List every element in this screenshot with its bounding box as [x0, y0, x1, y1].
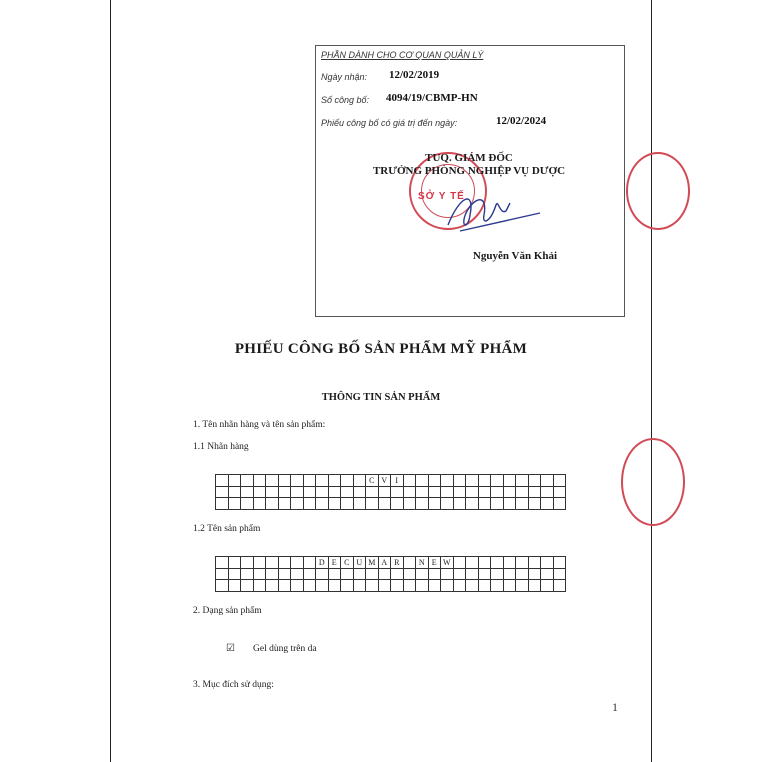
grid-cell: R: [391, 557, 404, 569]
grid-cell: [391, 580, 404, 592]
grid-row: [216, 580, 566, 592]
grid-cell: [466, 498, 479, 510]
grid-cell: E: [428, 557, 441, 569]
grid-cell: C: [341, 557, 354, 569]
grid-cell: [328, 486, 341, 498]
grid-cell: [428, 568, 441, 580]
grid-cell: [228, 498, 241, 510]
grid-cell: [303, 475, 316, 487]
grid-cell: [528, 475, 541, 487]
product-form-label: Gel dùng trên da: [253, 644, 317, 654]
grid-cell: [228, 486, 241, 498]
grid-cell: [553, 486, 566, 498]
grid-cell: [216, 580, 229, 592]
grid-cell: [228, 475, 241, 487]
grid-cell: [416, 568, 429, 580]
document-title: PHIẾU CÔNG BỐ SẢN PHẨM MỸ PHẨM: [234, 341, 528, 357]
grid-cell: [278, 475, 291, 487]
grid-cell: [491, 557, 504, 569]
grid-cell: [266, 557, 279, 569]
grid-cell: [478, 475, 491, 487]
grid-cell: [316, 568, 329, 580]
grid-cell: [366, 498, 379, 510]
grid-cell: [528, 498, 541, 510]
signature-icon: [440, 185, 550, 245]
grid-row: [216, 557, 566, 569]
grid-cell: [291, 498, 304, 510]
grid-cell: [453, 498, 466, 510]
grid-row: [216, 486, 566, 498]
grid-cell: [341, 498, 354, 510]
grid-cell: [216, 475, 229, 487]
grid-cell: [403, 498, 416, 510]
grid-cell: [253, 568, 266, 580]
item-1-1-heading: 1.1 Nhãn hàng: [193, 442, 249, 452]
grid-cell: [516, 580, 529, 592]
grid-cell: [528, 557, 541, 569]
grid-cell: [241, 498, 254, 510]
grid-cell: [241, 557, 254, 569]
grid-cell: [378, 498, 391, 510]
grid-cell: [266, 568, 279, 580]
grid-cell: [478, 486, 491, 498]
grid-cell: [366, 580, 379, 592]
grid-cell: [316, 486, 329, 498]
grid-cell: [453, 475, 466, 487]
grid-cell: [503, 486, 516, 498]
grid-cell: [541, 568, 554, 580]
grid-cell: [428, 498, 441, 510]
seal-text: SỞ Y TẾ: [418, 191, 465, 202]
publication-number-label: Số công bố:: [321, 95, 370, 105]
grid-cell: [378, 486, 391, 498]
grid-cell: [553, 580, 566, 592]
grid-cell: [253, 475, 266, 487]
grid-cell: [491, 498, 504, 510]
grid-cell: [341, 580, 354, 592]
grid-cell: [403, 580, 416, 592]
grid-cell: [553, 475, 566, 487]
grid-cell: [391, 498, 404, 510]
grid-cell: [516, 568, 529, 580]
grid-cell: [516, 486, 529, 498]
grid-cell: [441, 568, 454, 580]
grid-cell: [328, 498, 341, 510]
grid-cell: [478, 557, 491, 569]
grid-cell: [391, 568, 404, 580]
grid-cell: [253, 486, 266, 498]
grid-cell: [266, 498, 279, 510]
product-name-grid: [215, 556, 566, 592]
grid-cell: [241, 475, 254, 487]
grid-cell: W: [441, 557, 454, 569]
grid-cell: [278, 580, 291, 592]
grid-cell: [216, 486, 229, 498]
grid-cell: [416, 580, 429, 592]
grid-cell: [416, 498, 429, 510]
grid-cell: [253, 557, 266, 569]
grid-cell: [503, 475, 516, 487]
grid-cell: [466, 486, 479, 498]
grid-cell: [216, 498, 229, 510]
grid-cell: [553, 557, 566, 569]
grid-cell: [503, 568, 516, 580]
grid-cell: [253, 580, 266, 592]
grid-cell: [516, 498, 529, 510]
grid-cell: [428, 580, 441, 592]
grid-cell: [441, 475, 454, 487]
grid-cell: [441, 486, 454, 498]
grid-cell: [403, 568, 416, 580]
page-number: 1: [612, 700, 618, 714]
grid-cell: [266, 486, 279, 498]
grid-cell: [341, 486, 354, 498]
grid-cell: [503, 580, 516, 592]
grid-cell: [253, 498, 266, 510]
grid-cell: [353, 580, 366, 592]
grid-cell: [228, 568, 241, 580]
publication-number-value: 4094/19/CBMP-HN: [386, 92, 478, 104]
grid-cell: [403, 475, 416, 487]
item-1-heading: 1. Tên nhãn hàng và tên sản phẩm:: [193, 420, 326, 430]
grid-cell: [291, 568, 304, 580]
item-2-heading: 2. Dạng sản phẩm: [193, 606, 262, 616]
grid-cell: [403, 486, 416, 498]
grid-cell: [266, 475, 279, 487]
grid-cell: M: [366, 557, 379, 569]
grid-cell: [528, 568, 541, 580]
grid-cell: [278, 486, 291, 498]
grid-cell: [466, 475, 479, 487]
grid-cell: [528, 580, 541, 592]
grid-cell: [441, 580, 454, 592]
grid-cell: [378, 580, 391, 592]
signer-title-line-2: TRƯỞNG PHÒNG NGHIỆP VỤ DƯỢC: [372, 165, 566, 177]
grid-cell: [241, 568, 254, 580]
grid-cell: [353, 568, 366, 580]
grid-cell: A: [378, 557, 391, 569]
grid-cell: [366, 568, 379, 580]
grid-cell: [478, 568, 491, 580]
grid-row: [216, 475, 566, 487]
checkbox-icon: ☑: [226, 643, 235, 654]
grid-cell: I: [391, 475, 404, 487]
grid-cell: [241, 486, 254, 498]
signer-name: Nguyễn Văn Khải: [472, 250, 558, 262]
grid-cell: [328, 580, 341, 592]
grid-cell: [478, 580, 491, 592]
grid-cell: [216, 568, 229, 580]
grid-cell: [278, 498, 291, 510]
grid-cell: [278, 557, 291, 569]
grid-cell: [303, 498, 316, 510]
valid-until-label: Phiếu công bố có giá trị đến ngày:: [321, 118, 458, 128]
grid-cell: [216, 557, 229, 569]
grid-cell: [553, 568, 566, 580]
grid-cell: [228, 580, 241, 592]
grid-cell: [541, 498, 554, 510]
grid-cell: [466, 557, 479, 569]
grid-cell: [328, 568, 341, 580]
received-date-value: 12/02/2019: [389, 69, 440, 81]
grid-cell: V: [378, 475, 391, 487]
partial-seal-top-icon: [626, 152, 690, 230]
grid-cell: C: [366, 475, 379, 487]
grid-cell: [491, 486, 504, 498]
grid-cell: D: [316, 557, 329, 569]
grid-cell: [491, 475, 504, 487]
grid-cell: [516, 475, 529, 487]
grid-cell: [316, 498, 329, 510]
grid-cell: [353, 475, 366, 487]
grid-cell: [503, 498, 516, 510]
grid-cell: [341, 568, 354, 580]
grid-cell: [303, 486, 316, 498]
grid-cell: N: [416, 557, 429, 569]
grid-cell: [366, 486, 379, 498]
grid-cell: [541, 486, 554, 498]
partial-seal-middle-icon: [621, 438, 685, 526]
grid-cell: [516, 557, 529, 569]
page-right-edge: [651, 0, 652, 762]
grid-cell: [403, 557, 416, 569]
grid-cell: [266, 580, 279, 592]
grid-cell: [378, 568, 391, 580]
grid-cell: [503, 557, 516, 569]
grid-cell: [478, 498, 491, 510]
grid-row: [216, 568, 566, 580]
grid-cell: [328, 475, 341, 487]
grid-cell: [428, 486, 441, 498]
grid-cell: [228, 557, 241, 569]
grid-cell: [316, 580, 329, 592]
grid-cell: [291, 475, 304, 487]
grid-cell: [241, 580, 254, 592]
grid-cell: [316, 475, 329, 487]
grid-cell: [303, 580, 316, 592]
grid-cell: [541, 475, 554, 487]
grid-cell: [291, 557, 304, 569]
grid-cell: [453, 557, 466, 569]
grid-cell: [466, 580, 479, 592]
received-date-label: Ngày nhận:: [321, 72, 368, 82]
grid-cell: [541, 580, 554, 592]
grid-cell: [416, 475, 429, 487]
grid-cell: [453, 568, 466, 580]
item-1-2-heading: 1.2 Tên sản phẩm: [193, 524, 261, 534]
signer-title-line-1: TUQ. GIÁM ĐỐC: [425, 152, 513, 164]
grid-cell: [491, 568, 504, 580]
grid-cell: [278, 568, 291, 580]
grid-cell: [453, 486, 466, 498]
grid-cell: [291, 580, 304, 592]
grid-cell: [428, 475, 441, 487]
section-title: THÔNG TIN SẢN PHẨM: [321, 392, 441, 403]
grid-cell: [341, 475, 354, 487]
grid-cell: [491, 580, 504, 592]
grid-cell: [416, 486, 429, 498]
grid-cell: E: [328, 557, 341, 569]
grid-cell: [441, 498, 454, 510]
grid-cell: [353, 486, 366, 498]
grid-cell: [553, 498, 566, 510]
admin-section-header: PHẦN DÀNH CHO CƠ QUAN QUẢN LÝ: [321, 50, 484, 60]
item-3-heading: 3. Mục đích sử dụng:: [193, 680, 274, 690]
brand-name-grid: [215, 474, 566, 510]
grid-cell: [453, 580, 466, 592]
grid-cell: [353, 498, 366, 510]
grid-cell: [291, 486, 304, 498]
grid-cell: [391, 486, 404, 498]
grid-cell: [528, 486, 541, 498]
valid-until-value: 12/02/2024: [496, 115, 547, 127]
grid-cell: [466, 568, 479, 580]
grid-cell: [541, 557, 554, 569]
grid-cell: U: [353, 557, 366, 569]
grid-cell: [303, 568, 316, 580]
grid-cell: [303, 557, 316, 569]
grid-row: [216, 498, 566, 510]
